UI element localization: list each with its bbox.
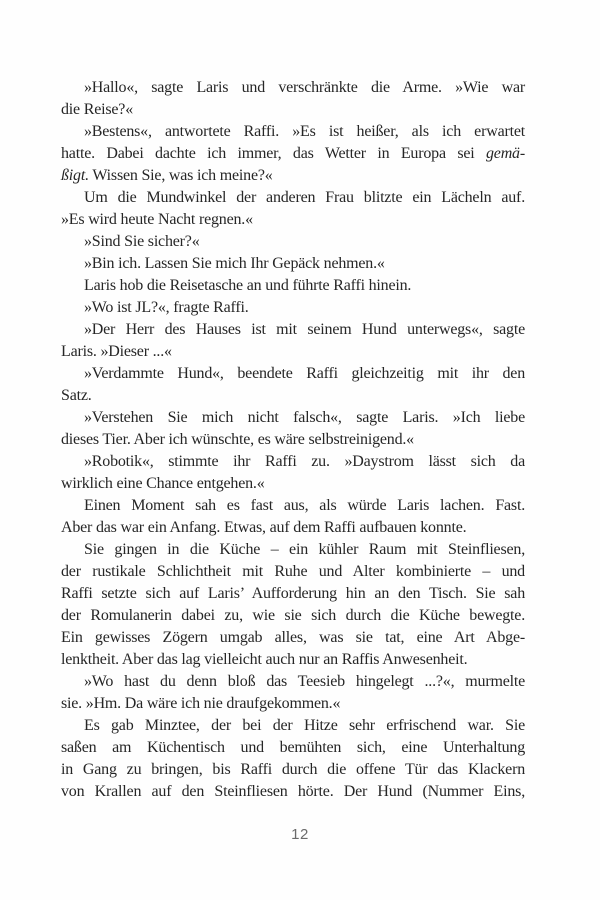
text-line: wirklich eine Chance entgehen.« (61, 475, 265, 492)
text-line: sie. »Hm. Da wäre ich nie draufgekommen.« (61, 695, 341, 712)
text-line: Einen Moment sah es fast aus, als würde Laris lachen. Fast. (84, 497, 525, 514)
text-line: Ein gewisses Zögern umgab alles, was sie tat, eine Art Abge- (61, 629, 525, 646)
text-line: hatte. Dabei dachte ich immer, das Wetter in Europa sei gemä- (61, 145, 525, 162)
text-line: »Robotik«, stimmte ihr Raffi zu. »Daystrom lässt sich da (84, 453, 525, 470)
text-line: der rustikale Schlichtheit mit Ruhe und Alter kombinierte – und (61, 563, 525, 580)
text-line: lenktheit. Aber das lag vielleicht auch nur an Raffis Anwesenheit. (61, 651, 468, 668)
text-line: »Es wird heute Nacht regnen.« (61, 211, 253, 228)
text-line: die Reise?« (61, 101, 133, 118)
text-line: »Der Herr des Hauses ist mit seinem Hund unterwegs«, sagte (84, 321, 525, 338)
text-line: »Bestens«, antwortete Raffi. »Es ist heißer, als ich erwartet (84, 123, 525, 140)
text-line: ßigt. Wissen Sie, was ich meine?« (61, 167, 273, 184)
text-line: »Bin ich. Lassen Sie mich Ihr Gepäck nehmen.« (84, 255, 385, 272)
text-line: »Wo ist JL?«, fragte Raffi. (84, 299, 249, 316)
text-line: Satz. (61, 387, 92, 404)
body-text (61, 77, 525, 803)
text-line: in Gang zu bringen, bis Raffi durch die offene Tür das Klackern (61, 761, 525, 778)
text-line: Laris. »Dieser ...« (61, 343, 172, 360)
text-line: saßen am Küchentisch und bemühten sich, eine Unterhaltung (61, 739, 525, 756)
text-line: »Hallo«, sagte Laris und verschränkte die Arme. »Wie war (84, 79, 525, 96)
text-line: »Verstehen Sie mich nicht falsch«, sagte Laris. »Ich liebe (84, 409, 525, 426)
text-line: der Romulanerin dabei zu, wie sie sich durch die Küche bewegte. (61, 607, 525, 624)
text-line: »Wo hast du denn bloß das Teesieb hingelegt ...?«, murmelte (84, 673, 525, 690)
text-line: Es gab Minztee, der bei der Hitze sehr erfrischend war. Sie (84, 717, 525, 734)
text-line: »Verdammte Hund«, beendete Raffi gleichzeitig mit ihr den (84, 365, 525, 382)
text-line: Laris hob die Reisetasche an und führte Raffi hinein. (84, 277, 412, 294)
text-line: Um die Mundwinkel der anderen Frau blitzte ein Lächeln auf. (84, 189, 525, 206)
text-line: von Krallen auf den Steinfliesen hörte. Der Hund (Nummer Eins, (61, 783, 525, 800)
text-line: »Sind Sie sicher?« (84, 233, 200, 250)
text-line: dieses Tier. Aber ich wünschte, es wäre selbstreinigend.« (61, 431, 414, 448)
page-number: 12 (291, 826, 309, 843)
text-line: Sie gingen in die Küche – ein kühler Raum mit Steinfliesen, (84, 541, 525, 558)
text-line: Aber das war ein Anfang. Etwas, auf dem Raffi aufbauen konnte. (61, 519, 467, 536)
text-line: Raffi setzte sich auf Laris’ Aufforderung hin an den Tisch. Sie sah (61, 585, 525, 602)
